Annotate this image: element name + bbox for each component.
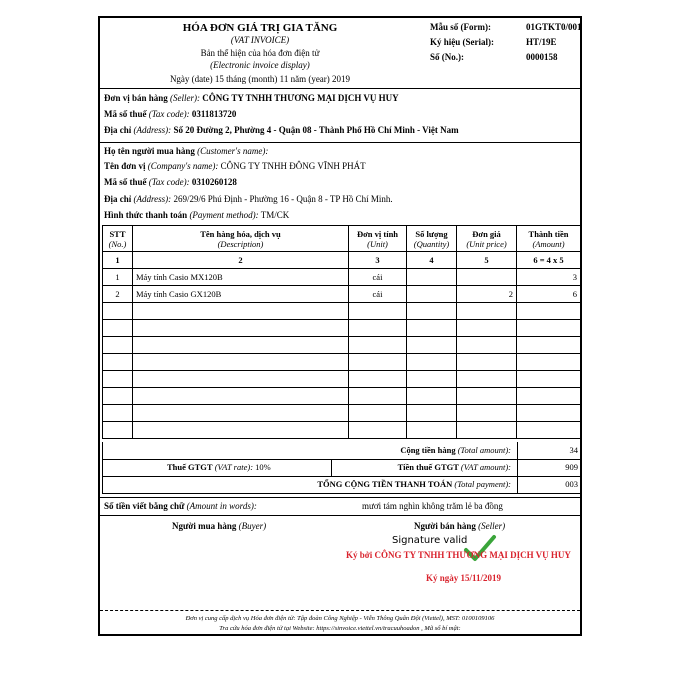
seller-tax-label: Mã số thuế xyxy=(104,109,147,119)
seller-tax-code: 0311813720 xyxy=(191,109,237,119)
row-unit: cái xyxy=(349,286,407,303)
seller-name: CÔNG TY TNHH THƯƠNG MẠI DỊCH VỤ HUY xyxy=(202,93,399,103)
seller-signature-label: Người bán hàng (Seller) xyxy=(414,521,506,531)
divider xyxy=(331,459,332,476)
buyer-address-label-en: (Address): xyxy=(133,194,172,204)
amount-in-words-label: Số tiền viết bằng chữ (Amount in words): xyxy=(104,501,257,511)
serial-label: Ký hiệu (Serial): xyxy=(430,37,494,47)
payment-line xyxy=(104,210,289,220)
vat-amount-label: Tiền thuế GTGT (VAT amount): xyxy=(397,462,511,472)
items-table xyxy=(102,225,581,439)
total-amount-label: Cộng tiền hàng (Total amount): xyxy=(400,445,511,455)
payment-label-en: (Payment method): xyxy=(189,210,259,220)
buyer-tax-label: Mã số thuế xyxy=(104,177,147,187)
vat-rate-label: Thuế GTGT (VAT rate): 10% xyxy=(167,462,271,472)
footer-divider xyxy=(100,610,580,611)
signed-date: Ký ngày 15/11/2019 xyxy=(426,573,502,583)
buyer-company: CÔNG TY TNHH ĐÔNG VĨNH PHÁT xyxy=(220,161,366,171)
empty-row xyxy=(103,371,581,388)
table-row xyxy=(103,269,581,286)
empty-row xyxy=(103,320,581,337)
footer-provider: Đơn vị cung cấp dịch vụ Hóa đơn điện tử: Tập đoàn Công Nghiệp - Viễn Thông Quân Đội (Viettel), MST: 0100109106 xyxy=(185,615,495,622)
total-payment-value: 003 xyxy=(517,476,581,493)
empty-row xyxy=(103,422,581,439)
column-number-row xyxy=(103,252,581,269)
customer-name-line xyxy=(104,146,268,156)
form-value: 01GTKT0/001 xyxy=(526,22,582,32)
col-number: 5 xyxy=(457,252,517,269)
empty-row xyxy=(103,303,581,320)
company-label-en: (Company's name): xyxy=(147,161,219,171)
total-payment-row xyxy=(102,476,582,494)
col-number: 2 xyxy=(133,252,349,269)
buyer-tax-line xyxy=(104,177,237,187)
empty-row xyxy=(103,405,581,422)
seller-name-label: Đơn vị bán hàng xyxy=(104,93,168,103)
signed-by: Ký bởi CÔNG TY TNHH THƯƠNG MẠI DỊCH VỤ HUY xyxy=(346,550,571,560)
row-no: 1 xyxy=(103,269,133,286)
row-no: 2 xyxy=(103,286,133,303)
invoice-no-value: 0000158 xyxy=(526,52,558,62)
invoice-no-label: Số (No.): xyxy=(430,52,464,62)
vat-amount-value: 909 xyxy=(517,459,581,476)
company-line xyxy=(104,161,366,171)
table-header-row xyxy=(103,226,581,252)
amount-in-words: mươi tám nghìn không trăm lẻ ba đồng xyxy=(362,501,503,511)
table-row xyxy=(103,286,581,303)
total-payment-label: TỔNG CỘNG TIỀN THANH TOÁN (Total payment): xyxy=(317,479,511,489)
col-header-no: STT (No.) xyxy=(103,226,133,252)
display-note: Bản thể hiện của hóa đơn điện tử xyxy=(200,48,320,58)
display-note-en: (Electronic invoice display) xyxy=(210,60,310,70)
vat-row xyxy=(102,459,582,477)
empty-row xyxy=(103,337,581,354)
divider xyxy=(100,497,580,498)
vat-rate-value: 10% xyxy=(255,462,271,472)
seller-address: Số 20 Đường 2, Phường 4 - Quận 08 - Thành Phố Hồ Chí Minh - Việt Nam xyxy=(173,125,459,135)
invoice-frame xyxy=(98,16,582,636)
col-number: 1 xyxy=(103,252,133,269)
invoice-title-en: (VAT INVOICE) xyxy=(230,35,290,45)
buyer-address: 269/29/6 Phú Định - Phường 16 - Quận 8 - TP Hồ Chí Minh. xyxy=(173,194,393,204)
col-header-unit: Đơn vị tính (Unit) xyxy=(349,226,407,252)
form-label: Mẫu số (Form): xyxy=(430,22,491,32)
row-unit: cái xyxy=(349,269,407,286)
payment-label: Hình thức thanh toán xyxy=(104,210,188,220)
seller-address-line xyxy=(104,125,459,135)
col-number: 3 xyxy=(349,252,407,269)
seller-address-label-en: (Address): xyxy=(133,125,172,135)
total-amount-row xyxy=(102,442,582,460)
buyer-address-label: Địa chỉ xyxy=(104,194,132,204)
row-quantity xyxy=(407,269,457,286)
customer-label-en: (Customer's name): xyxy=(197,146,269,156)
divider xyxy=(100,88,580,89)
row-price xyxy=(457,269,517,286)
total-amount-value: 34 xyxy=(517,442,581,459)
seller-address-label: Địa chỉ xyxy=(104,125,132,135)
payment-method: TM/CK xyxy=(260,210,290,220)
row-amount: 6 xyxy=(517,286,581,303)
buyer-tax-code: 0310260128 xyxy=(191,177,237,187)
divider xyxy=(100,515,580,516)
buyer-address-line xyxy=(104,194,393,204)
row-price: 2 xyxy=(457,286,517,303)
buyer-signature-label: Người mua hàng (Buyer) xyxy=(172,521,267,531)
col-header-amount: Thành tiền (Amount) xyxy=(517,226,581,252)
row-amount: 3 xyxy=(517,269,581,286)
empty-row xyxy=(103,354,581,371)
signature-valid-text: Signature valid xyxy=(392,535,468,546)
col-header-quantity: Số lượng (Quantity) xyxy=(407,226,457,252)
customer-label: Họ tên người mua hàng xyxy=(104,146,195,156)
col-header-description: Tên hàng hóa, dịch vụ (Description) xyxy=(133,226,349,252)
invoice-date: Ngày (date) 15 tháng (month) 11 năm (year) 2019 xyxy=(169,74,351,84)
col-number: 6 = 4 x 5 xyxy=(517,252,581,269)
seller-name-line xyxy=(104,93,399,103)
footer-lookup: Tra cứu hóa đơn điện tử tại Website: https://sinvoice.viettel.vn/tracuuhoadon , Mã số bí mật: xyxy=(219,625,461,632)
buyer-tax-label-en: (Tax code): xyxy=(148,177,190,187)
seller-tax-label-en: (Tax code): xyxy=(148,109,190,119)
seller-name-label-en: (Seller): xyxy=(170,93,200,103)
invoice-title: HÓA ĐƠN GIÁ TRỊ GIA TĂNG xyxy=(182,22,338,34)
row-description: Máy tính Casio GX120B xyxy=(133,286,349,303)
seller-tax-line xyxy=(104,109,236,119)
serial-value: HT/19E xyxy=(526,37,557,47)
col-number: 4 xyxy=(407,252,457,269)
divider xyxy=(100,142,580,143)
row-description: Máy tính Casio MX120B xyxy=(133,269,349,286)
row-quantity xyxy=(407,286,457,303)
col-header-price: Đơn giá (Unit price) xyxy=(457,226,517,252)
company-label: Tên đơn vị xyxy=(104,161,146,171)
empty-row xyxy=(103,388,581,405)
